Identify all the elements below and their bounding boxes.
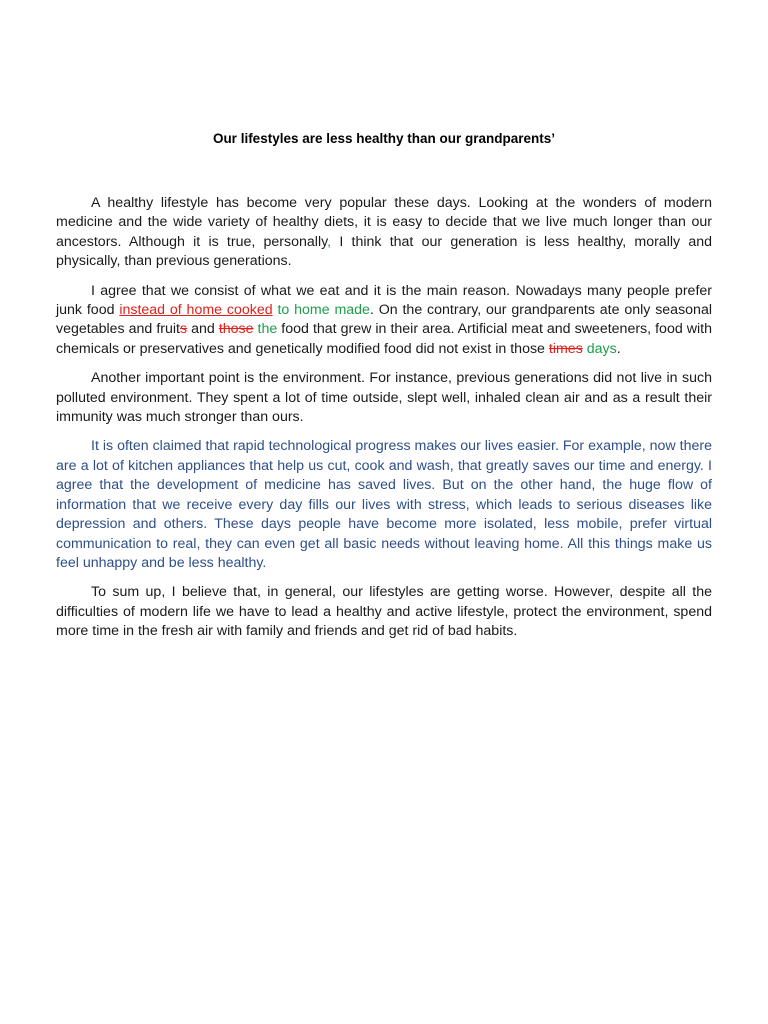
- inserted-text: to home made: [272, 302, 370, 319]
- text-run: . On the contrary, our grandparents ate only seasonal vegetables and fruit: [56, 302, 712, 338]
- paragraph-intro: [56, 194, 712, 272]
- paragraph-environment: Another important point is the environment. For instance, previous generations did not live in such polluted environment. They spent a lot of time outside, slept well, inhaled clean air and as a result their immunity was much stronger than ours.: [56, 370, 712, 426]
- text-run: and: [187, 321, 219, 338]
- essay-title: Our lifestyles are less healthy than our grandparents’: [212, 131, 556, 146]
- inserted-text: days: [582, 340, 617, 357]
- inserted-text: the: [253, 321, 278, 338]
- deleted-text: those: [218, 321, 254, 338]
- text-run: I think that our generation is less healthy, morally and physically, than previous generations.: [56, 233, 712, 270]
- paragraph-food: [56, 282, 712, 360]
- text-run: .: [616, 340, 621, 357]
- marked-phrase: instead of home cooked: [119, 302, 273, 319]
- paragraph-conclusion: To sum up, I believe that, in general, our lifestyles are getting worse. However, despite all the difficulties of modern life we have to lead a healthy and active lifestyle, protect the environment, spend more time in the fresh air with family and friends and get rid of bad habits.: [56, 584, 712, 640]
- text-run: I agree that we consist of what we eat and it is the main reason. Nowadays many people prefer junk food: [56, 282, 712, 319]
- text-run: food that grew in their area. Artificial meat and sweeteners, food with chemicals or preservatives and genetically modified food did not exist in those: [56, 321, 712, 357]
- essay-body: [56, 194, 712, 652]
- paragraph-technology: It is often claimed that rapid technological progress makes our lives easier. For example, now there are a lot of kitchen appliances that help us cut, cook and wash, that greatly saves our time and energy. I agree that the development of medicine has saved lives. But on the other hand, the huge flow of information that we receive every day fills our lives with stress, which leads to serious diseases like depression and others. These days people have become more isolated, less mobile, prefer virtual communication to real, they can even get all basic needs without leaving home. All this things make us feel unhappy and be less healthy.: [56, 438, 712, 571]
- deleted-text: times: [548, 340, 583, 357]
- inserted-comma: ,: [327, 233, 332, 250]
- deleted-text: s: [180, 321, 188, 338]
- text-run: A healthy lifestyle has become very popular these days. Looking at the wonders of modern medicine and the wide variety of healthy diets, it is easy to decide that we live much longer than our ancestors. Although it is true, personally: [56, 195, 712, 250]
